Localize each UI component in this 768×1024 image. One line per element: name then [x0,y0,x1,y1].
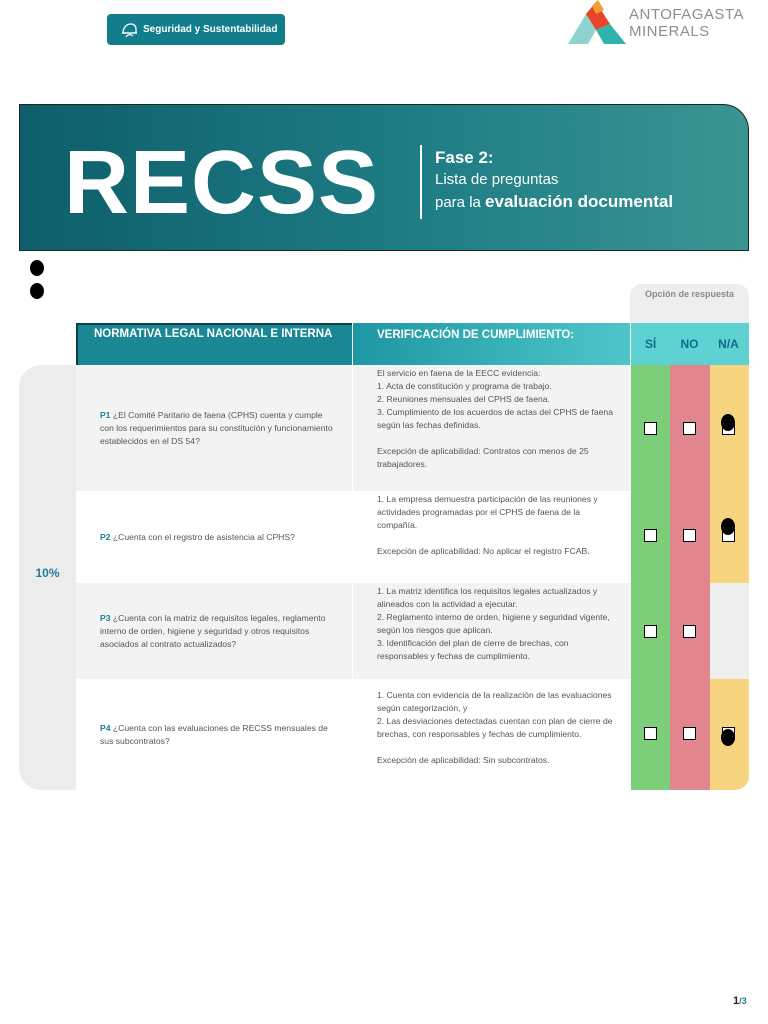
question-text: ¿Cuenta con el registro de asistencia al CPHS? [110,531,295,542]
verification-line: 2. Reuniones mensuales del CPHS de faena. [377,394,550,404]
marker-dot [30,260,44,276]
page-current: 1 [733,995,740,1007]
title-banner [19,104,749,251]
banner-phase [435,147,673,214]
verification-line: Excepción de aplicabilidad: Contratos con menos de 25 trabajadores. [377,446,589,469]
options-caption: Opción de respuesta [630,284,749,324]
phase-line-1: Lista de preguntas [435,171,559,188]
page-total: /3 [739,996,747,1006]
verification-line: 2. Las desviaciones detectadas cuentan con plan de cierre de brechas, con responsables y fechas de cumplimiento. [377,716,613,739]
verification-cell [353,491,631,583]
verification-spacer [377,432,617,445]
table-row [76,491,631,583]
checkbox-no[interactable] [683,529,696,542]
header-options [631,323,749,365]
checkbox-si[interactable] [644,727,657,740]
question-code: P3 [100,612,111,623]
checkbox-si[interactable] [644,422,657,435]
checkbox-no[interactable] [683,422,696,435]
question-text: ¿Cuenta con la matriz de requisitos legales, reglamento interno de orden, higiene y seguridad y otros requisitos asociados al contrato actualizados? [100,612,326,649]
weight-percent: 10% [35,566,60,580]
question-code: P4 [100,722,111,733]
verification-line: 3. Identificación del plan de cierre de brechas, con responsables y fechas de cumplimiento. [377,638,569,661]
header-normativa: NORMATIVA LEGAL NACIONAL E INTERNA [76,323,352,365]
verification-line: 1. Cuenta con evidencia de la realización de las evaluaciones según categorización, y [377,690,612,713]
header-option-no: NO [680,337,699,351]
verification-line: 1. La empresa demuestra participación de las reuniones y actividades programadas por el CPHS de faena de la compañía. [377,494,598,530]
phase-line-2 [435,190,673,214]
question-text: ¿El Comité Paritario de faena (CPHS) cuenta y cumple con los requerimientos para su constitución y funcionamiento establecidos en el DS 54? [100,409,333,446]
section-badge [107,14,285,45]
logo-line-1: ANTOFAGASTA [629,6,744,23]
verification-line: Excepción de aplicabilidad: No aplicar el registro FCAB. [377,546,590,556]
phase-line-2-bold: evaluación documental [485,192,674,211]
checkbox-si[interactable] [644,625,657,638]
selection-mark [721,414,735,431]
checkbox-si[interactable] [644,529,657,542]
question-cell [76,679,352,790]
weight-column [19,365,76,790]
header-option-si: SÍ [644,337,657,351]
checkbox-no[interactable] [683,625,696,638]
header-option-na: N/A [718,337,739,351]
header-verificacion: VERIFICACIÓN DE CUMPLIMIENTO: [353,323,630,365]
verification-line: El servicio en faena de la EECC evidencia: [377,368,541,378]
table-row [76,583,631,679]
verification-cell [353,679,631,790]
selection-mark [721,518,735,535]
verification-line: 2. Reglamento interno de orden, higiene y seguridad vigente, según los riesgos que aplican. [377,612,610,635]
badge-label: Seguridad y Sustentabilidad [143,24,278,35]
question-cell [76,365,352,491]
question-cell [76,491,352,583]
question-code: P1 [100,409,111,420]
na-cell [710,583,749,679]
marker-dot [30,283,44,299]
verification-line: 1. Acta de constitución y programa de trabajo. [377,381,552,391]
mountain-logo-icon [566,0,628,48]
verification-line: 3. Cumplimiento de los acuerdos de actas del CPHS de faena según las fechas definidas. [377,407,613,430]
phase-label: Fase 2: [435,148,494,167]
verification-spacer [377,532,617,545]
banner-divider [420,145,422,219]
company-logo [566,0,744,48]
verification-cell [353,365,631,491]
selection-mark [721,729,735,746]
logo-line-2: MINERALS [629,23,710,40]
checkbox-no[interactable] [683,727,696,740]
verification-cell [353,583,631,679]
verification-spacer [377,741,617,754]
question-cell [76,583,352,679]
page-number [733,995,747,1007]
verification-line: Excepción de aplicabilidad: Sin subcontratos. [377,755,550,765]
table-row [76,365,631,491]
verification-line: 1. La matriz identifica los requisitos legales actualizados y alineados con la actividad a ejecutar. [377,586,598,609]
question-text: ¿Cuenta con las evaluaciones de RECSS mensuales de sus subcontratos? [100,722,328,746]
phase-line-2-prefix: para la [435,194,486,211]
banner-title: RECSS [64,133,380,233]
helmet-leaf-icon [119,20,139,40]
table-row [76,679,631,790]
question-code: P2 [100,531,111,542]
